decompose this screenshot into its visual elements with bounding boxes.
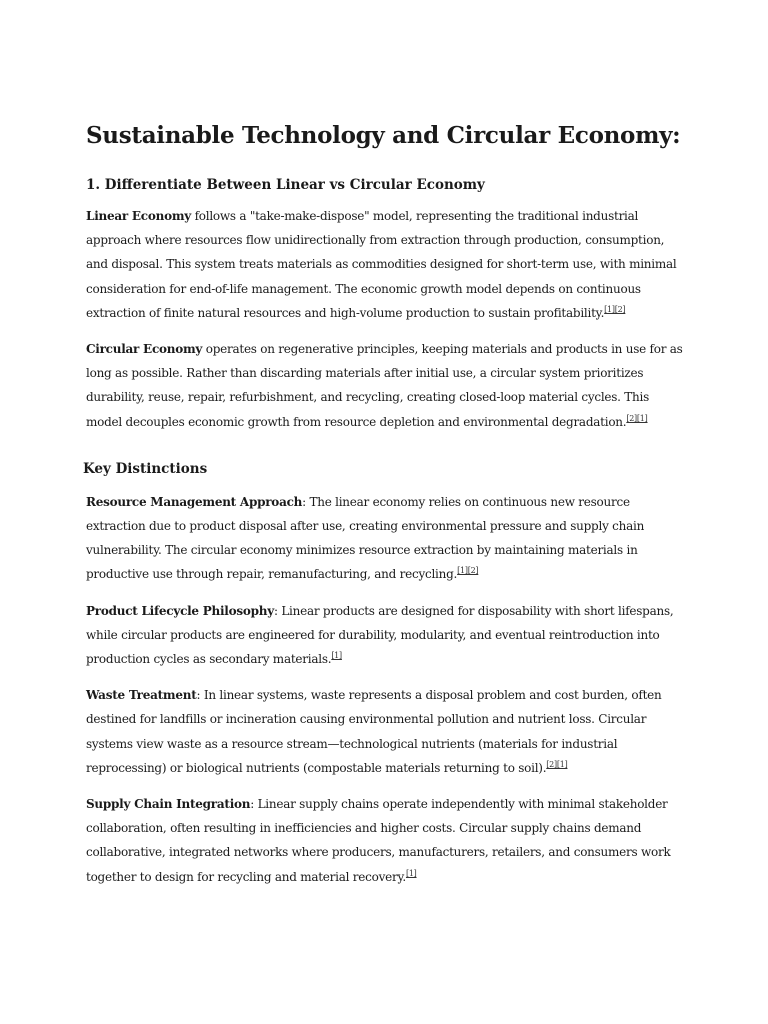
term-product-lifecycle: Product Lifecycle Philosophy <box>86 603 274 618</box>
term-resource-management: Resource Management Approach <box>86 494 303 509</box>
paragraph-text: : In linear systems, waste represents a disposal problem and cost burden, often destined for landfills or incineration causing environmental pollution and nutrient loss. Circular systems view waste as a resource stream—technological nutrients (materials for industrial reprocessing) or biological nutrients (compostable materials returning to soil). <box>86 688 662 775</box>
citation-link[interactable]: [2][1] <box>626 413 648 423</box>
paragraph-text: : The linear economy relies on continuous new resource extraction due to product disposal after use, creating environmental pressure and supply chain vulnerability. The circular economy minimizes resource extraction by maintaining materials in productive use through repair, remanufacturing, and recycling. <box>86 494 645 582</box>
term-supply-chain: Supply Chain Integration <box>86 797 251 812</box>
paragraph-product-lifecycle <box>86 599 684 672</box>
paragraph-supply-chain <box>86 792 684 889</box>
paragraph-linear-economy <box>86 204 684 325</box>
paragraph-resource-management <box>86 490 684 587</box>
key-distinctions-heading: Key Distinctions <box>83 460 208 477</box>
citation-link[interactable]: [1] <box>331 651 342 661</box>
paragraph-text: : Linear supply chains operate independently with minimal stakeholder collaboration, often resulting in inefficiencies and higher costs. Circular supply chains demand collaborative, integrated networks where producers, manufacturers, retailers, and consumers work together to design for recycling and material recovery. <box>86 797 671 884</box>
citation-link[interactable]: [1] <box>405 868 417 878</box>
paragraph-text: : Linear products are designed for disposability with short lifespans, while circular products are engineered for durability, modularity, and eventual reintroduction into production cycles as secondary materials. <box>86 603 674 667</box>
citation-link[interactable]: [1][2] <box>604 304 626 314</box>
paragraph-waste-treatment <box>86 683 684 780</box>
section-heading: 1. Differentiate Between Linear vs Circular Economy <box>86 177 485 193</box>
document-page <box>83 118 684 901</box>
citation-link[interactable]: [2][1] <box>546 759 568 769</box>
term-circular-economy: Circular Economy <box>86 342 203 357</box>
term-waste-treatment: Waste Treatment <box>86 688 197 703</box>
term-linear-economy: Linear Economy <box>86 209 191 223</box>
document-title: Sustainable Technology and Circular Economy: <box>86 122 681 149</box>
paragraph-text: operates on regenerative principles, keeping materials and products in use for as long as possible. Rather than discarding materials after initial use, a circular system prioritizes durability, reuse, repair, refurbishment, and recycling, creating closed-loop material cycles. This model decouples economic growth from resource depletion and environmental degradation. <box>86 342 683 429</box>
paragraph-circular-economy <box>86 337 684 434</box>
citation-link[interactable]: [1][2] <box>457 566 479 576</box>
paragraph-text: follows a "take-make-dispose" model, representing the traditional industrial approach where resources flow unidirectionally from extraction through production, consumption, and disposal. This system treats materials as commodities designed for short-term use, with minimal consideration for end-of-life management. The economic growth model depends on continuous extraction of finite natural resources and high-volume production to sustain profitability. <box>86 209 677 320</box>
